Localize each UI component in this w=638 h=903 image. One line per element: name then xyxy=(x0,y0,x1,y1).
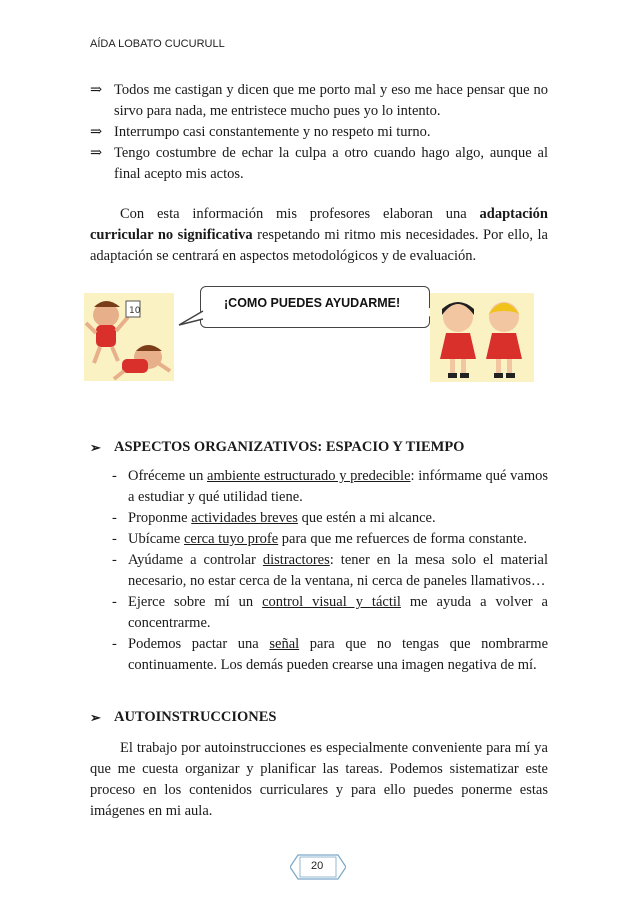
item-underlined: control visual y táctil xyxy=(262,594,401,610)
item-text: que estén a mi alcance. xyxy=(297,510,436,526)
item-text: me ayuda a volver a concentrarme. xyxy=(128,594,548,631)
item-text: Ayúdame a controlar xyxy=(128,552,263,568)
dash-list-item xyxy=(90,466,548,508)
arrow-bullet-item xyxy=(90,80,548,122)
dash-list-item xyxy=(90,529,548,550)
item-text: Podemos pactar una xyxy=(128,636,270,652)
item-text: Ubícame xyxy=(128,531,184,547)
item-text: Proponme xyxy=(128,510,192,526)
section-title: AUTOINSTRUCCIONES xyxy=(114,709,277,725)
arrow-bullet-item xyxy=(90,143,548,185)
two-children-illustration xyxy=(430,293,534,382)
dash-list-item xyxy=(90,592,548,634)
arrow-bullet-text: Tengo costumbre de echar la culpa a otro cuando hago algo, aunque al final acepto mis actos. xyxy=(114,145,548,182)
item-text: Ejerce sobre mí un xyxy=(128,594,263,610)
section-autoinstrucciones xyxy=(90,707,548,822)
item-underlined: ambiente estructurado y predecible xyxy=(207,468,411,484)
autoinstrucciones-paragraph: El trabajo por autoinstrucciones es especialmente conveniente para mí ya que me cuesta organizar y planificar las tareas. Podemos sistematizar este proceso en los contenidos curriculares y para ello puedes ponerme estas imágenes en mi aula. xyxy=(90,740,548,819)
kids-fighting-illustration xyxy=(84,293,174,381)
dash-list-item xyxy=(90,634,548,676)
intro-text-part2: respetando mi ritmo mis necesidades. Por ello, la adaptación se centrará en aspectos metodológicos y de evaluación. xyxy=(90,227,548,264)
arrow-bullet-text: Todos me castigan y dicen que me porto mal y eso me hace pensar que no sirvo para nada, me entristece mucho pues yo lo intento. xyxy=(114,82,548,119)
arrow-icon: ⇒ xyxy=(90,124,103,140)
svg-text:10: 10 xyxy=(129,306,141,316)
intro-bold-term: adaptación curricular no significativa xyxy=(90,206,548,243)
section-aspectos-organizativos xyxy=(90,437,548,458)
intro-text-part1: Con esta información mis profesores elaboran una xyxy=(120,206,480,222)
intro-paragraph-block xyxy=(90,204,548,267)
dash-marker: - xyxy=(112,510,117,526)
item-underlined: distractores xyxy=(262,552,330,568)
item-text: para que no tengas que nombrarme continuamente. Los demás pueden crearse una imagen negativa de mí. xyxy=(128,636,549,673)
item-underlined: señal xyxy=(269,636,300,652)
dash-list xyxy=(90,466,548,676)
chevron-bullet-icon: ➢ xyxy=(90,710,101,725)
dash-list-item xyxy=(90,508,548,529)
page-number: 20 xyxy=(311,860,324,872)
item-text: Ofréceme un xyxy=(128,468,208,484)
item-text: : tener en la mesa solo el material necesario, no estar cerca de la ventana, ni cerca de paneles llamativos… xyxy=(128,552,548,589)
item-text: : infórmame qué vamos a estudiar y qué utilidad tiene. xyxy=(128,468,549,505)
dash-marker: - xyxy=(112,636,117,652)
dash-marker: - xyxy=(112,468,117,484)
item-underlined: actividades breves xyxy=(191,510,298,526)
arrow-bullet-text: Interrumpo casi constantemente y no respeto mi turno. xyxy=(114,124,431,140)
chevron-bullet-icon: ➢ xyxy=(90,440,101,455)
dash-marker: - xyxy=(112,594,117,610)
item-text: para que me refuerces de forma constante. xyxy=(278,531,527,547)
arrow-bullet-list xyxy=(90,80,548,185)
dash-marker: - xyxy=(112,531,117,547)
item-underlined: cerca tuyo profe xyxy=(183,531,279,547)
arrow-icon: ⇒ xyxy=(90,145,103,161)
arrow-bullet-item xyxy=(90,122,548,143)
document-header-author: AÍDA LOBATO CUCURULL xyxy=(90,38,225,50)
section-heading xyxy=(90,707,548,728)
section-title: ASPECTOS ORGANIZATIVOS: ESPACIO Y TIEMPO xyxy=(114,439,465,455)
section-heading xyxy=(90,437,548,458)
dash-marker: - xyxy=(112,552,117,568)
intro-paragraph xyxy=(90,204,548,267)
arrow-icon: ⇒ xyxy=(90,82,103,98)
dash-list-item xyxy=(90,550,548,592)
speech-bubble-text: ¡COMO PUEDES AYUDARME! xyxy=(224,296,401,310)
